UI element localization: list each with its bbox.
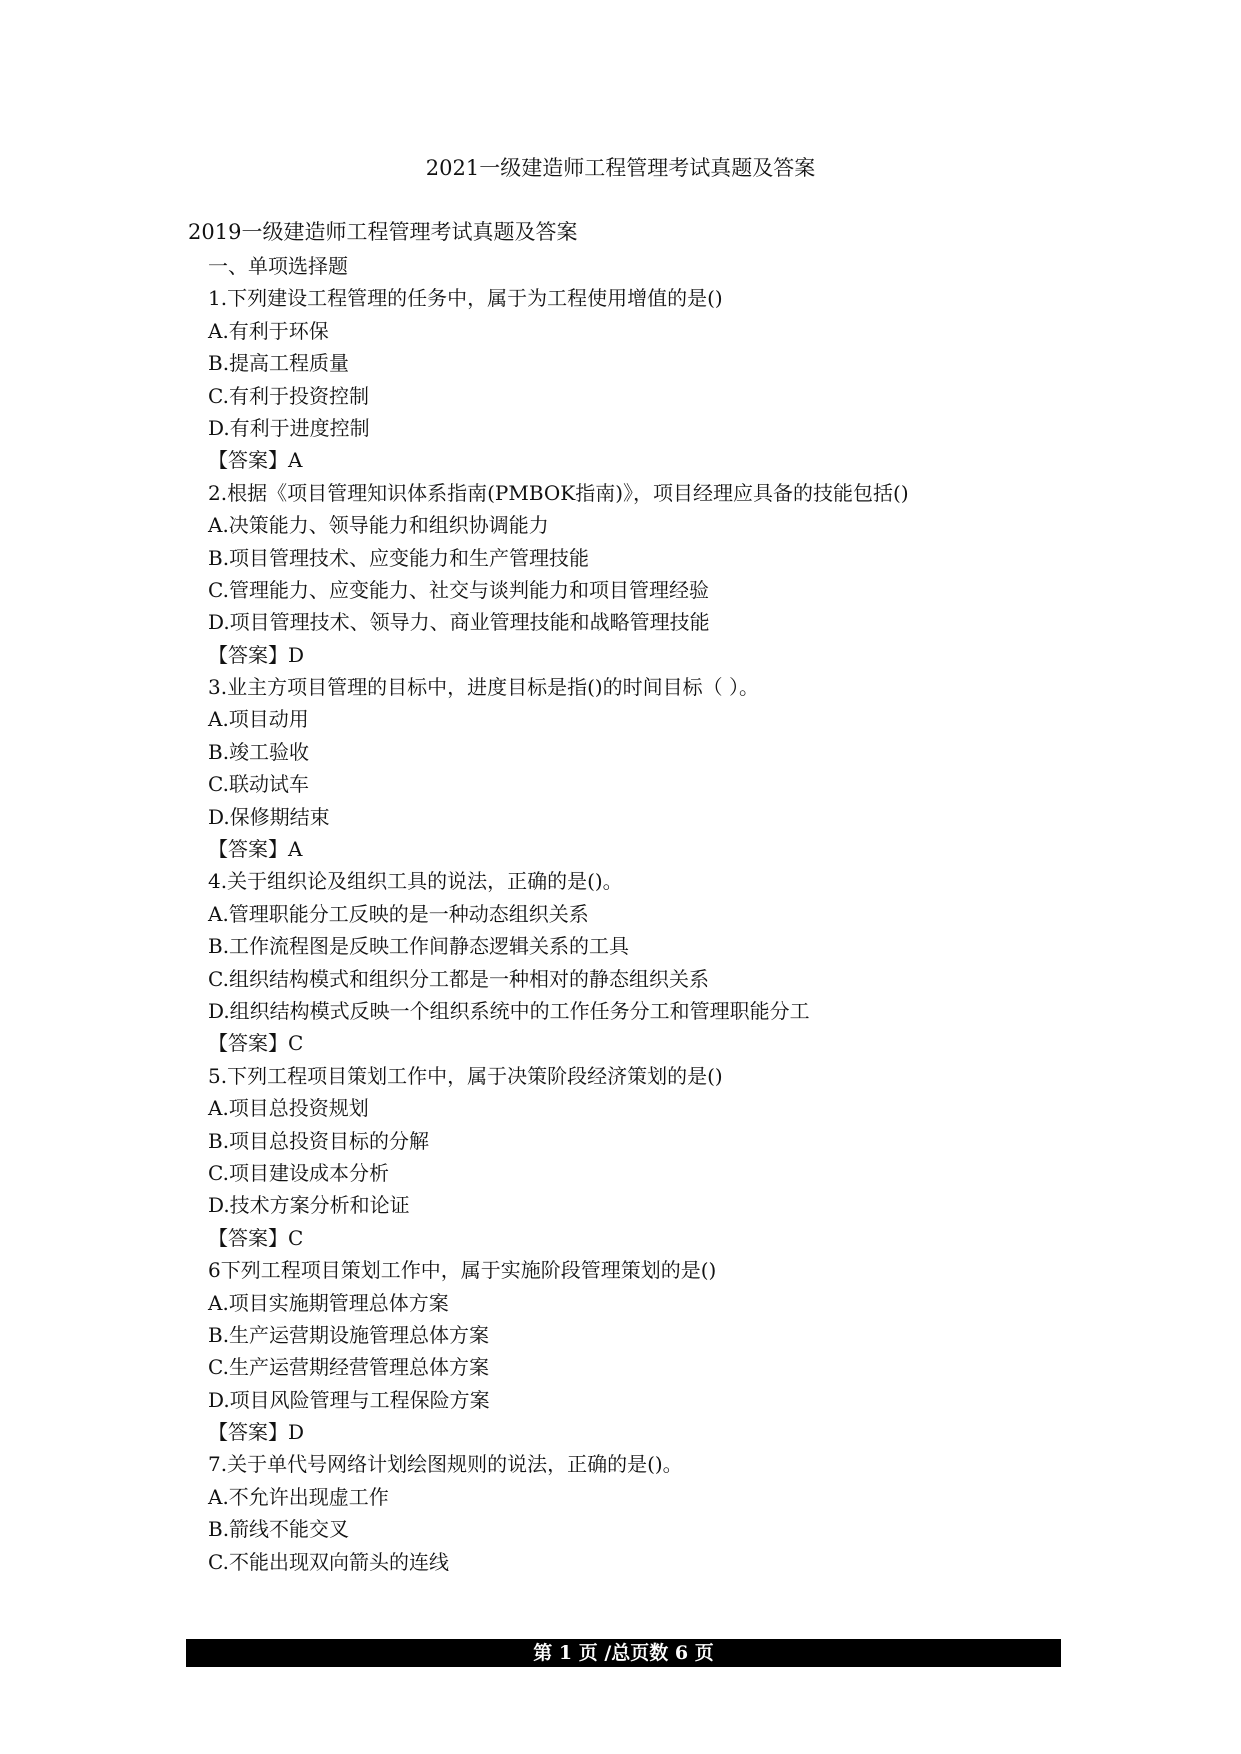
question-line: 3.业主方项目管理的目标中，进度目标是指()的时间目标（ ）。 [208, 675, 760, 700]
option-line: A.决策能力、领导能力和组织协调能力 [208, 513, 549, 538]
option-line: D.有利于进度控制 [208, 415, 370, 440]
option-line: A.项目总投资规划 [208, 1096, 369, 1121]
answer-line: 【答案】D [208, 642, 305, 667]
question-line: 5.下列工程项目策划工作中，属于决策阶段经济策划的是() [208, 1063, 723, 1088]
option-line: D.组织结构模式反映一个组织系统中的工作任务分工和管理职能分工 [208, 998, 810, 1023]
option-line: B.提高工程质量 [208, 351, 350, 376]
option-line: B.项目总投资目标的分解 [208, 1128, 430, 1153]
option-line: D.项目风险管理与工程保险方案 [208, 1387, 490, 1412]
option-line: B.项目管理技术、应变能力和生产管理技能 [208, 545, 590, 570]
option-line: C.有利于投资控制 [208, 383, 369, 408]
option-line: C.生产运营期经营管理总体方案 [208, 1355, 489, 1380]
option-line: B.生产运营期设施管理总体方案 [208, 1322, 490, 1347]
option-line: D.技术方案分析和论证 [208, 1193, 410, 1218]
option-line: A.有利于环保 [208, 318, 329, 343]
option-line: B.竣工验收 [208, 739, 310, 764]
answer-line: 【答案】A [208, 837, 303, 862]
option-line: D.保修期结束 [208, 804, 330, 829]
option-line: B.箭线不能交叉 [208, 1517, 350, 1542]
page-footer [186, 1639, 1061, 1667]
option-line: D.项目管理技术、领导力、商业管理技能和战略管理技能 [208, 610, 710, 635]
document-subtitle: 2019一级建造师工程管理考试真题及答案 [188, 220, 578, 244]
question-line: 1.下列建设工程管理的任务中，属于为工程使用增值的是() [208, 286, 723, 311]
option-line: A.项目动用 [208, 707, 309, 732]
question-line: 7.关于单代号网络计划绘图规则的说法，正确的是()。 [208, 1452, 683, 1477]
answer-line: 【答案】C [208, 1225, 304, 1250]
answer-line: 【答案】A [208, 448, 303, 473]
question-line: 4.关于组织论及组织工具的说法，正确的是()。 [208, 869, 623, 894]
question-line: 2.根据《项目管理知识体系指南(PMBOK指南)》，项目经理应具备的技能包括() [208, 480, 909, 505]
option-line: C.联动试车 [208, 772, 309, 797]
question-line: 6下列工程项目策划工作中，属于实施阶段管理策划的是() [208, 1258, 717, 1283]
option-line: A.项目实施期管理总体方案 [208, 1290, 449, 1315]
answer-line: 【答案】D [208, 1420, 305, 1445]
option-line: C.管理能力、应变能力、社交与谈判能力和项目管理经验 [208, 577, 709, 602]
option-line: B.工作流程图是反映工作间静态逻辑关系的工具 [208, 934, 630, 959]
answer-line: 【答案】C [208, 1031, 304, 1056]
option-line: C.组织结构模式和组织分工都是一种相对的静态组织关系 [208, 966, 709, 991]
section-heading: 一、单项选择题 [208, 254, 348, 278]
page-number-label: 第 1 页 /总页数 6 页 [533, 1642, 714, 1664]
option-line: C.不能出现双向箭头的连线 [208, 1549, 449, 1574]
document-body [208, 250, 1088, 1578]
option-line: A.管理职能分工反映的是一种动态组织关系 [208, 901, 589, 926]
option-line: A.不允许出现虚工作 [208, 1484, 389, 1509]
option-line: C.项目建设成本分析 [208, 1160, 389, 1185]
document-title: 2021一级建造师工程管理考试真题及答案 [425, 156, 816, 180]
